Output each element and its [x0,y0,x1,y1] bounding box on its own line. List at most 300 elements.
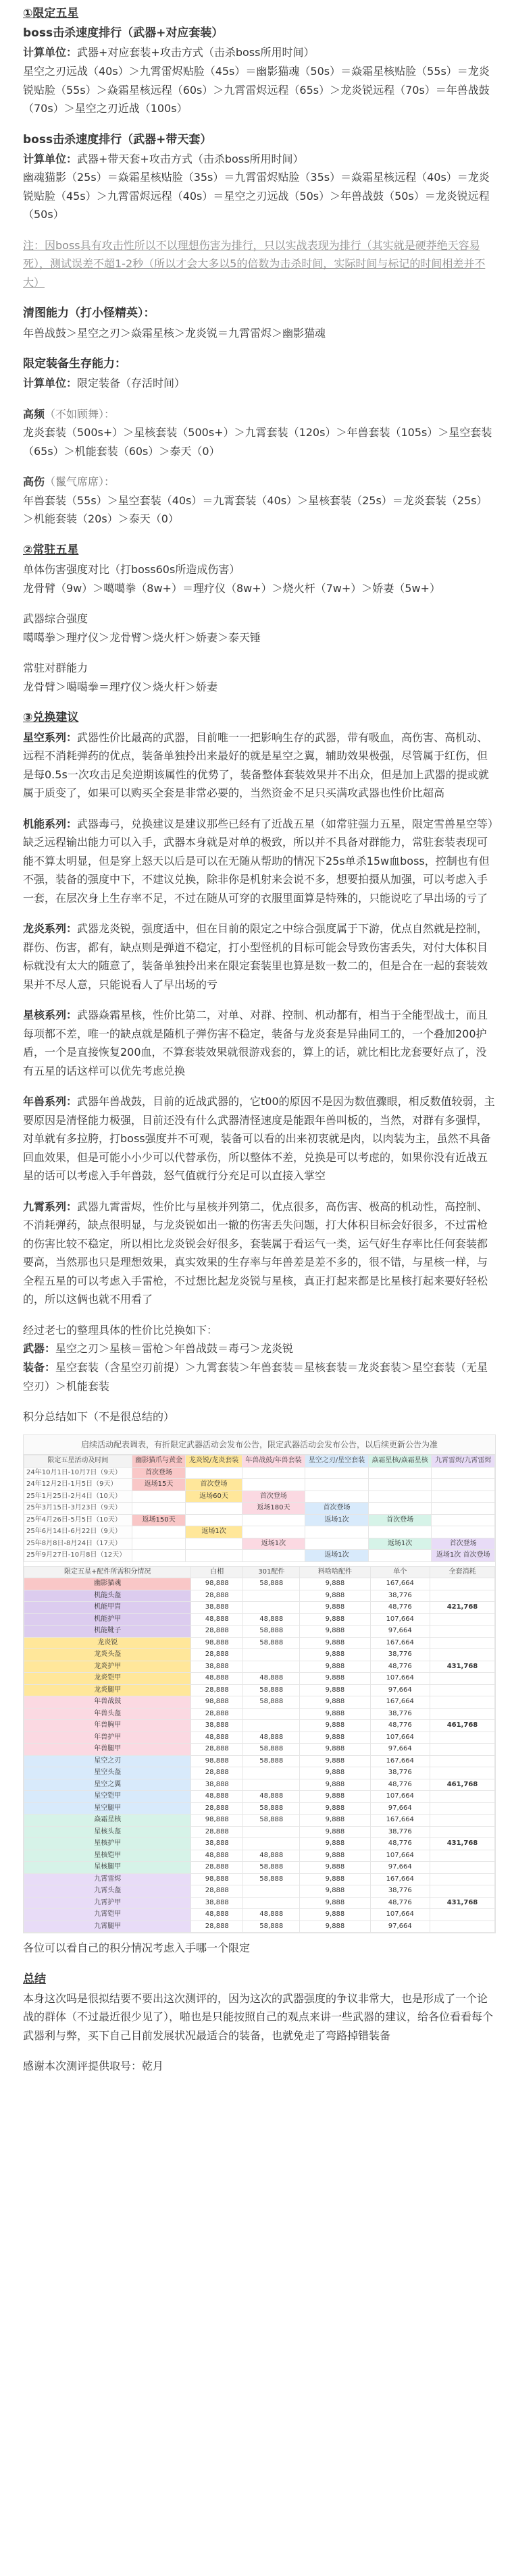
score-item-name: 九霄铠甲 [24,1909,191,1921]
score-row [24,1897,495,1909]
score-item-name: 九霄头盔 [24,1885,191,1898]
schedule-row [24,1467,495,1479]
score-item-name: 幽影猫魂 [24,1578,191,1590]
schedule-cell: 返场1次 [186,1526,242,1538]
advice-paragraph: 机能系列：武器毒弓，兑换建议是建议那些已经有了近战五星（如常驻强力五星，限定雪兽星空等）缺乏远程输出能力可以入手，武器本身就是对单的极致，所以并不具备对群能力，常驻套装表现可能不算太明显，但是穿上怒天以后是可以在无随从帮助的情况下25s单杀15w血boss，控制也有但不强，装备的强度中下，不建议兑换，除非你是机射来会说不多，想要拍摄从加强，可以考虑入手一套，在层次身上生存率不足，不过在随从可穿的衣服里面算是特殊的，只能说吃了早出场的亏了 [23,817,494,905]
score-header-cell: 白相 [191,1566,243,1578]
score-cell: 48,888 [191,1791,243,1803]
summary-text: 本身这次吗是很拟结要不要出这次测评的，因为这次的武器强度的争议非常大，也是形成了一个论战的群体（不过最近很少见了），啪也是只能按照自己的观点来讲一些武器的建议，给各位看看每个武器利与弊，买下自己目前发展状况最适合的装备，也就免走了弯路掉错装备 [23,1991,494,2042]
score-item-name: 龙炎护甲 [24,1661,191,1673]
score-item-name: 龙炎腿甲 [24,1684,191,1696]
schedule-cell [368,1467,432,1479]
schedule-cell [242,1514,305,1526]
schedule-cell [132,1491,186,1503]
score-row [24,1696,495,1709]
score-cell: 28,888 [191,1767,243,1779]
schedule-cell [368,1503,432,1515]
summary-gear: 装备：星空套装（含星空刃前提）＞九霄套装＞年兽套装＝星核套装＝龙炎套装＞星空套装（无星空刃）＞机能套装 [23,1361,488,1393]
score-row [24,1744,495,1756]
advice-paragraph: 九霄系列：武器九霄雷烬，性价比与星核并列第二，优点很多，高伤害、极高的机动性，高控制、不消耗弹药，缺点很明显，与龙炎锐如出一辙的伤害丢失问题，打大体积目标会好很多，不过雷枪的伤害比较不稳定，所以相比龙炎锐会好很多，套装属于看运气一类，运气好生存率比任何套装都要高，当然那也只是理想效果，真实效果的生存率与年兽差是差不多的，很不错，与星核一样，与全程五星的可以考虑入手雷枪，不过想比起龙炎锐与星核，真正打起来都是比星核打起来要好轻松的，所以这俩也就不用看了 [23,1200,488,1306]
score-cell: 167,664 [370,1873,430,1885]
schedule-cell: 返场15天 [132,1479,186,1491]
single-target-title: 单体伤害强度对比（打boss60s所造成伤害） [23,563,240,576]
score-row [24,1838,495,1850]
score-cell: 9,888 [300,1802,370,1815]
schedule-cell: 返场1次 [305,1514,369,1526]
score-item-name: 星空之刃 [24,1755,191,1767]
score-item-name: 机能甲胄 [24,1602,191,1614]
score-cell: 48,888 [243,1613,300,1626]
score-cell: 97,664 [370,1626,430,1638]
score-item-name: 星空头盔 [24,1767,191,1779]
score-cell: 38,776 [370,1767,430,1779]
boss-test-note: 注：因boss具有攻击性所以不以理想伤害为排行，只以实战表现为排行（其实就是硬莽绝天容易死），测试误差不超1-2秒（所以才会大多以5的倍数为击杀时间，实际时间与标记的时间相差并不大） [23,238,486,289]
schedule-cell [305,1467,369,1479]
score-cell: 9,888 [300,1732,370,1744]
score-cell: 9,888 [300,1602,370,1614]
score-cell: 38,776 [370,1708,430,1720]
schedule-row [24,1550,495,1562]
score-cell: 9,888 [300,1815,370,1827]
score-total-cell [430,1673,494,1685]
score-cell [243,1897,300,1909]
score-cell: 98,888 [191,1637,243,1649]
score-total-cell: 461,768 [430,1779,494,1791]
score-cell [243,1838,300,1850]
advice-paragraph: 星空系列：武器性价比最高的武器，目前唯一一把影响生存的武器，带有吸血，高伤害、高机动、远程不消耗弹药的优点，装备单独拎出来最好的就是星空之翼，辅助效果极强，尽管属于红伤，但是每0.5s一次攻击足矣逆期该属性的优势了，装备整体套装效果并不出众，但是加上武器的提或就属于质变了，如果可以购买全套是非常必要的，当然资金不足只买满攻武器也性价比超高 [23,730,489,800]
score-row [24,1921,495,1933]
score-cell [243,1826,300,1838]
score-cell: 107,664 [370,1909,430,1921]
score-total-cell [430,1921,494,1933]
score-cell: 48,888 [243,1732,300,1744]
score-item-name: 星核铠甲 [24,1850,191,1862]
score-total-cell [430,1873,494,1885]
group-ability-title: 常驻对群能力 [23,662,88,675]
score-cell [243,1661,300,1673]
score-cell: 28,888 [191,1684,243,1696]
score-total-cell [430,1802,494,1815]
schedule-cell [132,1538,186,1550]
score-cell: 97,664 [370,1862,430,1874]
high-freq-ranking: 龙炎套装（500s+）＞星核套装（500s+）＞九霄套装（120s）＞年兽套装（105s）＞星空套装（65s）＞机能套装（60s）＞泰天（0） [23,426,492,458]
score-cell: 48,776 [370,1602,430,1614]
schedule-cell [242,1479,305,1491]
score-cell [243,1602,300,1614]
schedule-date-cell: 25年9月27日-10月8日（12天） [24,1550,132,1562]
score-cell: 38,888 [191,1897,243,1909]
score-item-name: 星核头盔 [24,1826,191,1838]
high-freq-title: 高频（不如顾舞）： [23,407,116,421]
score-header-cell: 料啥啥配件 [300,1566,370,1578]
score-cell: 9,888 [300,1755,370,1767]
summary-heading: 总结 [23,1972,46,1986]
score-cell: 107,664 [370,1673,430,1685]
credit-text: 感谢本次测评提供取号：乾月 [23,2060,164,2073]
schedule-cell [368,1479,432,1491]
score-cell: 9,888 [300,1909,370,1921]
score-row [24,1637,495,1649]
score-cell: 98,888 [191,1696,243,1709]
score-row [24,1791,495,1803]
score-cell: 9,888 [300,1838,370,1850]
advice-paragraph: 星核系列：武器焱霜星核，性价比第二，对单、对群、控制、机动都有，相当于全能型战士，而且每项都不差，唯一的缺点就是随机子弹伤害不稳定，装备与龙炎套是异曲同工的，一个叠加200护盾，一个是直接恢复200血，不算套装效果就很游戏套的，算上的话，就比相比龙套要好点了，没有五星的话这样可以优先考虑兑换 [23,1009,488,1077]
score-row [24,1578,495,1590]
schedule-cell: 返场150天 [132,1514,186,1526]
schedule-cell [186,1467,242,1479]
score-cell: 48,776 [370,1661,430,1673]
score-cell: 48,776 [370,1779,430,1791]
score-total-cell: 421,768 [430,1602,494,1614]
score-cell: 9,888 [300,1862,370,1874]
schedule-cell: 首次登场 [186,1479,242,1491]
score-row [24,1732,495,1744]
score-cell: 38,776 [370,1590,430,1602]
boss-kill-ranking-1: 星空之刃远战（40s）＞九霄雷烬贴脸（45s）＝幽影猫魂（50s）＝焱霜星核贴脸（55s）＝龙炎锐贴脸（55s）＞焱霜星核远程（60s）＞九霄雷烬远程（65s）＞龙炎锐远程（70s）＝年兽战鼓（70s）＞星空之刃近战（100s） [23,64,490,115]
advice-paragraph: 龙炎系列：武器龙炎锐，强度适中，但在目前的限定之中综合强度属于下游，优点自然就是控制，群伤、伤害，都有，缺点则是弹道不稳定，打小型怪机的目标可能会导致伤害丢失，对付大体积目标就没有太大的随意了，装备单独拎出来在限定套装里也算是数一数二的，但是合在一起的套装效果并不尽人意，只能说看人了早出场的亏 [23,922,488,991]
score-row [24,1802,495,1815]
schedule-cell [242,1467,305,1479]
schedule-header-cell: 限定五星活动及时间 [24,1455,132,1468]
score-cell [243,1885,300,1898]
score-header-cell: 单个 [370,1566,430,1578]
score-total-cell [430,1791,494,1803]
schedule-cell [432,1467,495,1479]
score-row [24,1708,495,1720]
schedule-header-row [24,1455,495,1468]
score-row [24,1779,495,1791]
score-total-cell: 431,768 [430,1897,494,1909]
score-total-cell [430,1708,494,1720]
score-cell: 9,888 [300,1696,370,1709]
score-item-name: 年兽胸甲 [24,1720,191,1732]
schedule-cell [432,1514,495,1526]
schedule-row [24,1503,495,1515]
single-target-ranking: 龙骨臂（9w）＞噶噶拳（8w+）＝理疗仪（8w+）＞烧火杆（7w+）＞娇妻（5w+） [23,581,440,595]
summary-intro: 经过老七的整理具体的性价比兑换如下： [23,1323,218,1337]
schedule-cell: 返场1次 [242,1538,305,1550]
score-cell: 38,888 [191,1602,243,1614]
schedule-cell: 返场1次 [368,1538,432,1550]
score-row [24,1684,495,1696]
score-row [24,1885,495,1898]
schedule-cell [432,1479,495,1491]
score-cell: 28,888 [191,1921,243,1933]
score-item-name: 龙炎头盔 [24,1649,191,1661]
schedule-cell [305,1479,369,1491]
score-cell: 58,888 [243,1578,300,1590]
advice-paragraph: 年兽系列：武器年兽战鼓，目前的近战武器的，它t00的原因不是因为数值骤眼，相反数值较弱，主要原因是清怪能力极强，目前还没有什么武器清怪速度是能跟年兽叫板的，当然，对群有多强悍，对单就有多拉胯，打boss强度并不可观，装备可以看的出来初衷就是肉，以肉装为主，虽然不具备回血效果，但是可能小小少可以代替承伤，所以整体不差，兑换是可以考虑的，如果你没有近战五星的话可以考虑入手年兽鼓，怒气值就行分充足可以直接入掌空 [23,1095,495,1183]
score-total-cell [430,1626,494,1638]
schedule-cell [368,1491,432,1503]
score-cell: 167,664 [370,1637,430,1649]
overall-strength-title: 武器综合强度 [23,612,88,626]
score-row [24,1873,495,1885]
schedule-cell [305,1491,369,1503]
score-cell: 97,664 [370,1744,430,1756]
score-cell: 107,664 [370,1613,430,1626]
score-total-cell [430,1862,494,1874]
score-cell: 107,664 [370,1791,430,1803]
score-cell: 9,888 [300,1791,370,1803]
schedule-date-cell: 25年4月26日-5月5日（10天） [24,1514,132,1526]
score-header-cell: 限定五星+配件所需积分情况 [24,1566,191,1578]
score-cell: 97,664 [370,1802,430,1815]
score-cell: 38,776 [370,1826,430,1838]
score-cell: 9,888 [300,1578,370,1590]
score-item-name: 机能头盔 [24,1590,191,1602]
score-cell: 28,888 [191,1744,243,1756]
schedule-body [24,1467,495,1561]
schedule-cell [186,1503,242,1515]
score-cell: 9,888 [300,1826,370,1838]
score-cell: 9,888 [300,1720,370,1732]
schedule-table-image [23,1434,496,1934]
boss-kill-title-1: boss击杀速度排行（武器+对应套装） [23,26,224,41]
score-cell: 9,888 [300,1897,370,1909]
schedule-cell: 首次登场 [132,1467,186,1479]
score-item-name: 机能护甲 [24,1613,191,1626]
schedule-date-cell: 25年8月8日-8月24日（17天） [24,1538,132,1550]
score-cell: 58,888 [243,1862,300,1874]
schedule-cell [242,1526,305,1538]
score-cell: 98,888 [191,1873,243,1885]
schedule-cell [432,1526,495,1538]
score-row [24,1862,495,1874]
score-cell: 48,776 [370,1897,430,1909]
schedule-table-title: 启续活动配表调表，有折限定武器活动会发布公告，限定武器活动会发布公告，以后续更新公告为准 [24,1435,495,1455]
score-cell: 48,888 [243,1909,300,1921]
score-cell: 28,888 [191,1862,243,1874]
score-total-cell [430,1696,494,1709]
schedule-header-cell: 龙炎锐/龙炎套装 [186,1455,242,1468]
score-cell: 9,888 [300,1613,370,1626]
score-cell: 48,776 [370,1838,430,1850]
score-item-name: 年兽战鼓 [24,1696,191,1709]
score-total-cell [430,1578,494,1590]
score-total-cell [430,1732,494,1744]
score-cell: 98,888 [191,1815,243,1827]
score-total-cell [430,1815,494,1827]
schedule-date-cell: 25年1月25日-2月4日（10天） [24,1491,132,1503]
schedule-date-cell: 24年10月1日-10月7日（9天） [24,1467,132,1479]
score-row [24,1767,495,1779]
score-row [24,1720,495,1732]
schedule-header-cell: 幽影猫爪与黄金 [132,1455,186,1468]
score-after-text: 各位可以看自己的积分情况考虑入手哪一个限定 [23,1941,251,1955]
score-row [24,1602,495,1614]
schedule-cell [132,1550,186,1562]
score-item-name: 星核护甲 [24,1838,191,1850]
schedule-date-cell: 24年12月2日-1月5日（9天） [24,1479,132,1491]
score-total-cell [430,1613,494,1626]
schedule-row [24,1514,495,1526]
schedule-cell: 首次登场 [368,1514,432,1526]
score-item-name: 九霄护甲 [24,1897,191,1909]
score-cell: 9,888 [300,1649,370,1661]
schedule-cell: 首次登场 [305,1503,369,1515]
group-ability-ranking: 龙骨臂＞噶噶拳＝理疗仪＞烧火杆＞娇妻 [23,680,218,693]
score-total-cell [430,1885,494,1898]
score-row [24,1909,495,1921]
score-cell: 38,888 [191,1661,243,1673]
score-cell: 167,664 [370,1578,430,1590]
boss-kill-unit-2: 计算单位：武器+带天套+攻击方式（击杀boss所用时间） [23,152,304,165]
score-total-cell: 461,768 [430,1720,494,1732]
score-cell: 38,888 [191,1838,243,1850]
score-total-cell [430,1649,494,1661]
clear-ability-ranking: 年兽战鼓＞星空之刃＞焱霜星核＞龙炎锐＝九霄雷烬＞幽影猫魂 [23,326,326,340]
score-cell: 9,888 [300,1590,370,1602]
score-intro: 积分总结如下（不是很总结的） [23,1410,175,1424]
schedule-cell [186,1550,242,1562]
schedule-cell [305,1526,369,1538]
score-cell: 9,888 [300,1885,370,1898]
high-dmg-title: 高伤（鬣气席席）： [23,475,116,489]
score-row [24,1755,495,1767]
score-cell: 9,888 [300,1744,370,1756]
score-cell: 58,888 [243,1815,300,1827]
score-item-name: 星空之翼 [24,1779,191,1791]
score-cell: 98,888 [191,1578,243,1590]
score-total-cell: 431,768 [430,1838,494,1850]
score-row [24,1649,495,1661]
score-total-cell [430,1744,494,1756]
score-cell [243,1590,300,1602]
schedule-row [24,1526,495,1538]
score-cell: 48,888 [243,1791,300,1803]
score-header-row [24,1566,495,1578]
schedule-row [24,1479,495,1491]
boss-kill-unit-1: 计算单位：武器+对应套装+攻击方式（击杀boss所用时间） [23,46,315,59]
score-cell: 167,664 [370,1815,430,1827]
score-cell: 58,888 [243,1696,300,1709]
score-header-cell: 301配件 [243,1566,300,1578]
score-row [24,1661,495,1673]
score-cell: 48,888 [191,1850,243,1862]
summary-weapon: 武器：星空之刃＞星核＝雷枪＞年兽战鼓＝毒弓＞龙炎锐 [23,1342,294,1356]
schedule-cell [132,1526,186,1538]
section-heading-exchange-advice: ③兑换建议 [23,711,79,725]
schedule-header-cell: 星空之刃/星空套装 [305,1455,369,1468]
schedule-row [24,1491,495,1503]
score-cell [243,1649,300,1661]
score-cell: 38,776 [370,1649,430,1661]
schedule-date-cell: 25年3月15日-3月23日（9天） [24,1503,132,1515]
score-cell: 9,888 [300,1708,370,1720]
score-cell: 28,888 [191,1802,243,1815]
score-cell: 28,888 [191,1826,243,1838]
score-cell: 9,888 [300,1767,370,1779]
score-item-name: 年兽腿甲 [24,1744,191,1756]
score-cell: 107,664 [370,1732,430,1744]
score-cell: 9,888 [300,1873,370,1885]
score-row [24,1815,495,1827]
schedule-header-cell: 九霄雷烬/九霄雷烬 [432,1455,495,1468]
score-cell: 38,776 [370,1885,430,1898]
score-total-cell [430,1637,494,1649]
schedule-cell: 返场1次 [305,1550,369,1562]
score-table [24,1566,495,1933]
score-total-cell [430,1909,494,1921]
score-cell: 48,888 [191,1732,243,1744]
score-cell: 167,664 [370,1755,430,1767]
schedule-date-cell: 25年6月14日-6月22日（9天） [24,1526,132,1538]
score-item-name: 焱霜星核 [24,1815,191,1827]
score-cell: 48,888 [191,1613,243,1626]
score-item-name: 年兽护甲 [24,1732,191,1744]
score-cell: 58,888 [243,1802,300,1815]
schedule-cell: 首次登场 [242,1491,305,1503]
schedule-row [24,1538,495,1550]
score-cell [243,1708,300,1720]
score-row [24,1850,495,1862]
score-item-name: 九霄雷烬 [24,1873,191,1885]
schedule-cell [432,1491,495,1503]
section-heading-regular-five-star: ②常驻五星 [23,543,79,557]
score-body [24,1578,495,1933]
schedule-cell: 返场1次 首次登场 [432,1550,495,1562]
score-cell: 48,888 [243,1850,300,1862]
score-item-name: 九霄腿甲 [24,1921,191,1933]
score-total-cell [430,1767,494,1779]
score-cell: 28,888 [191,1649,243,1661]
score-cell: 58,888 [243,1744,300,1756]
score-cell: 28,888 [191,1590,243,1602]
score-total-cell [430,1755,494,1767]
score-cell: 28,888 [191,1626,243,1638]
score-row [24,1613,495,1626]
score-cell: 58,888 [243,1873,300,1885]
score-cell: 9,888 [300,1850,370,1862]
score-cell: 98,888 [191,1755,243,1767]
survival-unit: 计算单位：限定装备（存活时间） [23,377,186,390]
schedule-cell [242,1550,305,1562]
score-cell: 48,776 [370,1720,430,1732]
score-row [24,1626,495,1638]
schedule-header-cell: 焱霜星核/焱霜星核 [368,1455,432,1468]
schedule-cell [368,1550,432,1562]
schedule-cell: 返场180天 [242,1503,305,1515]
score-total-cell: 431,768 [430,1661,494,1673]
score-cell: 97,664 [370,1684,430,1696]
score-cell: 9,888 [300,1673,370,1685]
score-cell: 58,888 [243,1921,300,1933]
schedule-table [24,1455,495,1562]
boss-kill-title-2: boss击杀速度排行（武器+带天套） [23,132,212,146]
score-item-name: 星核腿甲 [24,1862,191,1874]
score-item-name: 机能靴子 [24,1626,191,1638]
score-cell: 167,664 [370,1696,430,1709]
score-cell: 107,664 [370,1850,430,1862]
score-cell: 58,888 [243,1626,300,1638]
score-cell: 58,888 [243,1755,300,1767]
score-total-cell [430,1590,494,1602]
score-item-name: 龙炎铠甲 [24,1673,191,1685]
schedule-cell [305,1538,369,1550]
score-cell: 38,888 [191,1779,243,1791]
score-cell [243,1779,300,1791]
schedule-cell: 返场60天 [186,1491,242,1503]
score-row [24,1673,495,1685]
schedule-cell [186,1538,242,1550]
schedule-header-cell: 年兽战鼓/年兽套装 [242,1455,305,1468]
schedule-cell [432,1503,495,1515]
score-cell: 48,888 [191,1909,243,1921]
score-cell [243,1720,300,1732]
boss-kill-ranking-2: 幽魂猫影（25s）＝焱霜星核贴脸（35s）＝九霄雷烬贴脸（35s）＝焱霜星核远程（40s）＝龙炎锐贴脸（45s）＞九霄雷烬远程（40s）＝星空之刃远战（50s）＞年兽战鼓（50s）＝龙炎锐远程（50s） [23,171,490,221]
score-cell: 48,888 [243,1673,300,1685]
